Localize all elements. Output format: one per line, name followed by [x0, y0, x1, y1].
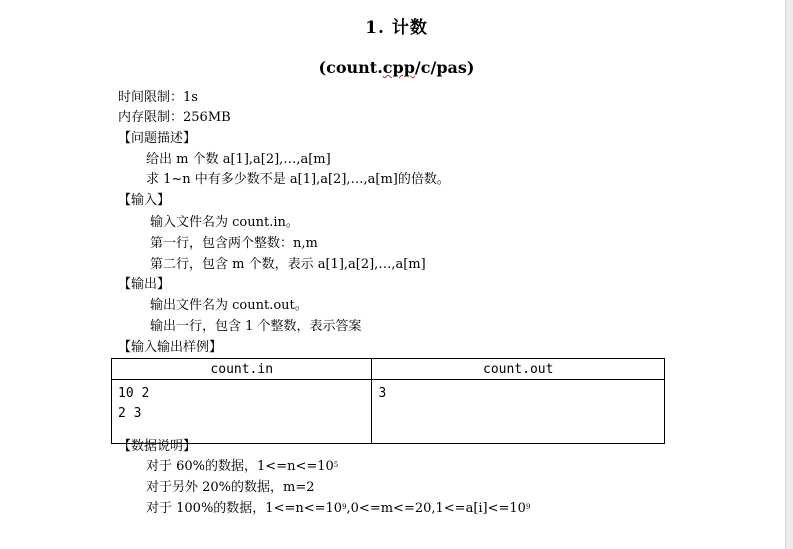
file-names-subtitle: (count.cpp/c/pas) — [318, 58, 475, 77]
notes-line-2: 对于另外 20%的数据，m=2 — [146, 480, 315, 495]
sample-in-line-1: 10 2 — [118, 386, 150, 401]
memory-limit: 内存限制：256MB — [118, 110, 231, 125]
input-line-1: 输入文件名为 count.in。 — [150, 215, 299, 230]
problem-title: 1. 计数 — [365, 18, 428, 38]
problem-line-1: 给出 m 个数 a[1],a[2],…,a[m] — [146, 152, 331, 167]
notes-line-1: 对于 60%的数据，$1<=n<=10^5$ — [146, 459, 339, 474]
problem-line-2: 求 1~n 中有多少数不是 a[1],a[2],…,a[m]的倍数。 — [146, 172, 450, 187]
sample-out-header: count.out — [372, 359, 665, 380]
page-edge-scrollbar — [785, 0, 793, 549]
output-heading: 【输出】 — [118, 277, 171, 292]
sample-in-line-2: 2 3 — [118, 406, 142, 421]
input-line-2: 第一行，包含两个整数：n,m — [150, 236, 318, 251]
sample-in-header: count.in — [112, 359, 372, 380]
input-heading: 【输入】 — [118, 193, 171, 208]
sample-out-line-1: 3 — [378, 386, 387, 401]
sample-out-cell — [372, 380, 665, 444]
time-limit: 时间限制：1s — [118, 90, 198, 105]
output-line-1: 输出文件名为 count.out。 — [150, 298, 308, 313]
input-line-3: 第二行，包含 m 个数，表示 a[1],a[2],…,a[m] — [150, 257, 426, 272]
output-line-2: 输出一行，包含 1 个整数，表示答案 — [150, 319, 362, 334]
problem-heading: 【问题描述】 — [118, 131, 197, 146]
notes-line-3: 对于 100%的数据，$1<=n<=10^9,0<=m<=20,1<=a[i]<=10^9$ — [146, 501, 531, 516]
sample-table — [111, 358, 665, 444]
notes-heading: 【数据说明】 — [118, 439, 197, 454]
spellcheck-word: cpp — [382, 58, 415, 77]
sample-heading: 【输入输出样例】 — [118, 340, 223, 355]
sample-in-cell — [112, 380, 372, 444]
